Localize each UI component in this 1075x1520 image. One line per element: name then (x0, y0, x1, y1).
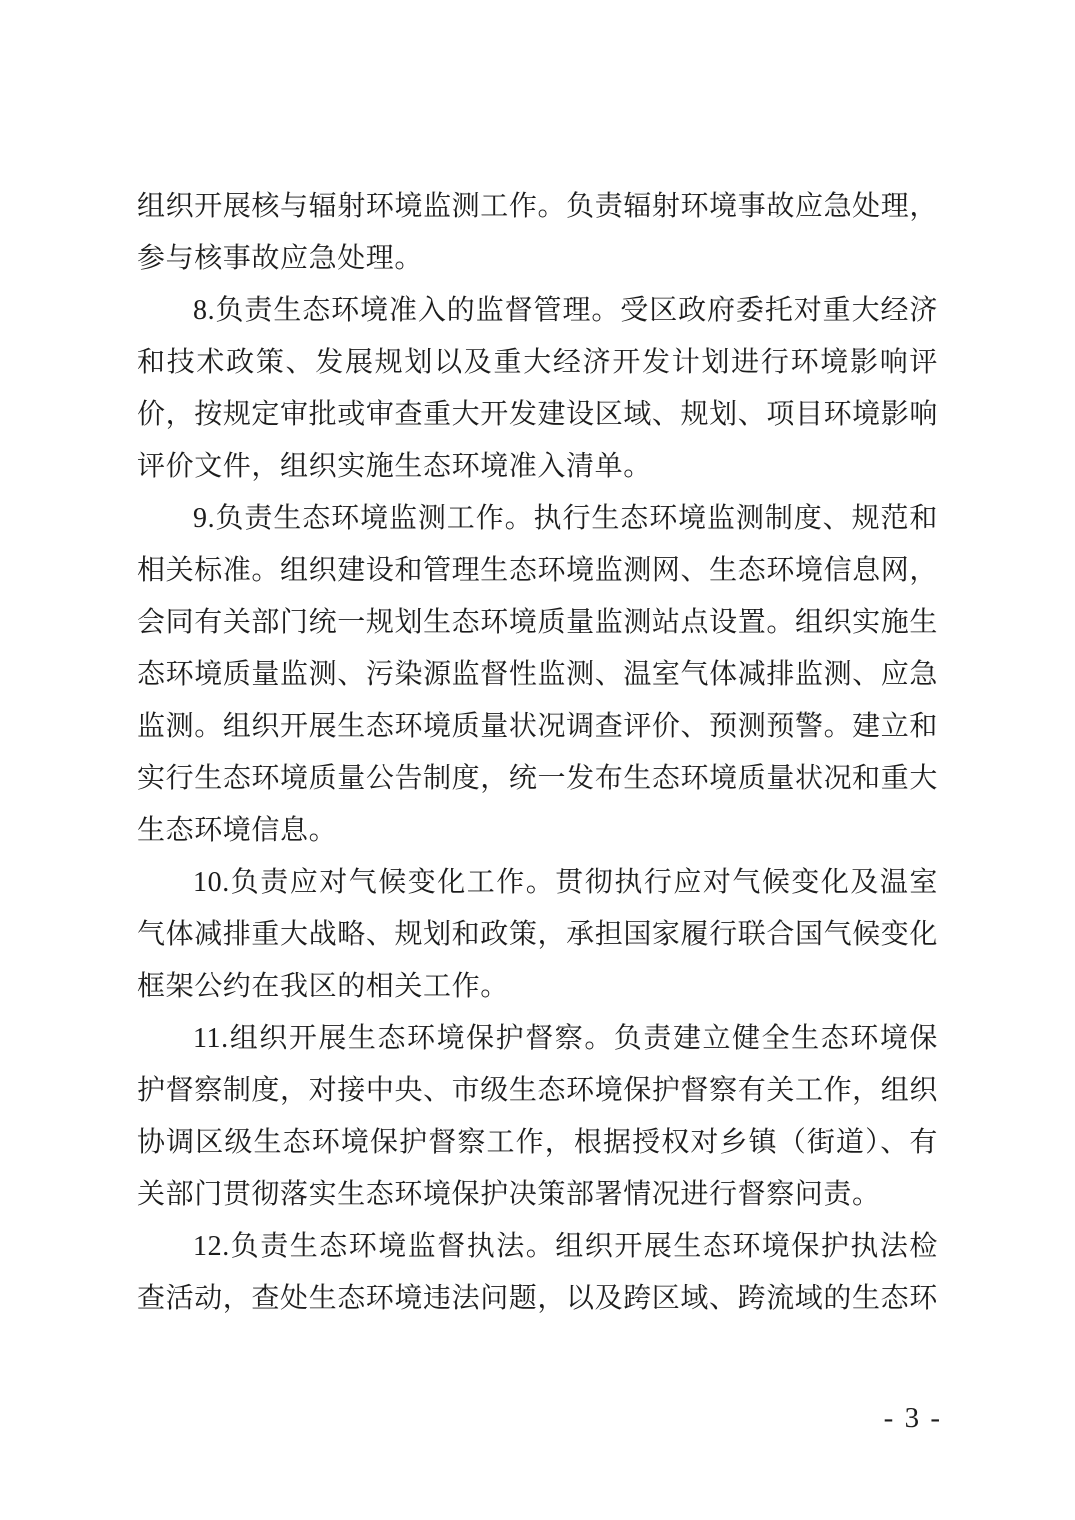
document-body (137, 181, 938, 1325)
paragraph-item-12: 12.负责生态环境监督执法。组织开展生态环境保护执法检查活动，查处生态环境违法问题，以及跨区域、跨流域的生态环 (137, 1231, 938, 1314)
page-number: - 3 - (883, 1402, 942, 1434)
paragraph-item-10: 10.负责应对气候变化工作。贯彻执行应对气候变化及温室气体减排重大战略、规划和政策，承担国家履行联合国气候变化框架公约在我区的相关工作。 (137, 867, 938, 1002)
paragraph-continuation: 组织开展核与辐射环境监测工作。负责辐射环境事故应急处理，参与核事故应急处理。 (137, 191, 938, 274)
paragraph-item-11: 11.组织开展生态环境保护督察。负责建立健全生态环境保护督察制度，对接中央、市级生态环境保护督察有关工作，组织协调区级生态环境保护督察工作，根据授权对乡镇（街道）、有关部门贯彻落实生态环境保护决策部署情况进行督察问责。 (137, 1023, 938, 1210)
paragraph-item-8: 8.负责生态环境准入的监督管理。受区政府委托对重大经济和技术政策、发展规划以及重大经济开发计划进行环境影响评价，按规定审批或审查重大开发建设区域、规划、项目环境影响评价文件，组织实施生态环境准入清单。 (137, 295, 938, 482)
paragraph-item-9: 9.负责生态环境监测工作。执行生态环境监测制度、规范和相关标准。组织建设和管理生态环境监测网、生态环境信息网，会同有关部门统一规划生态环境质量监测站点设置。组织实施生态环境质量监测、污染源监督性监测、温室气体减排监测、应急监测。组织开展生态环境质量状况调查评价、预测预警。建立和实行生态环境质量公告制度，统一发布生态环境质量状况和重大生态环境信息。 (137, 503, 938, 846)
